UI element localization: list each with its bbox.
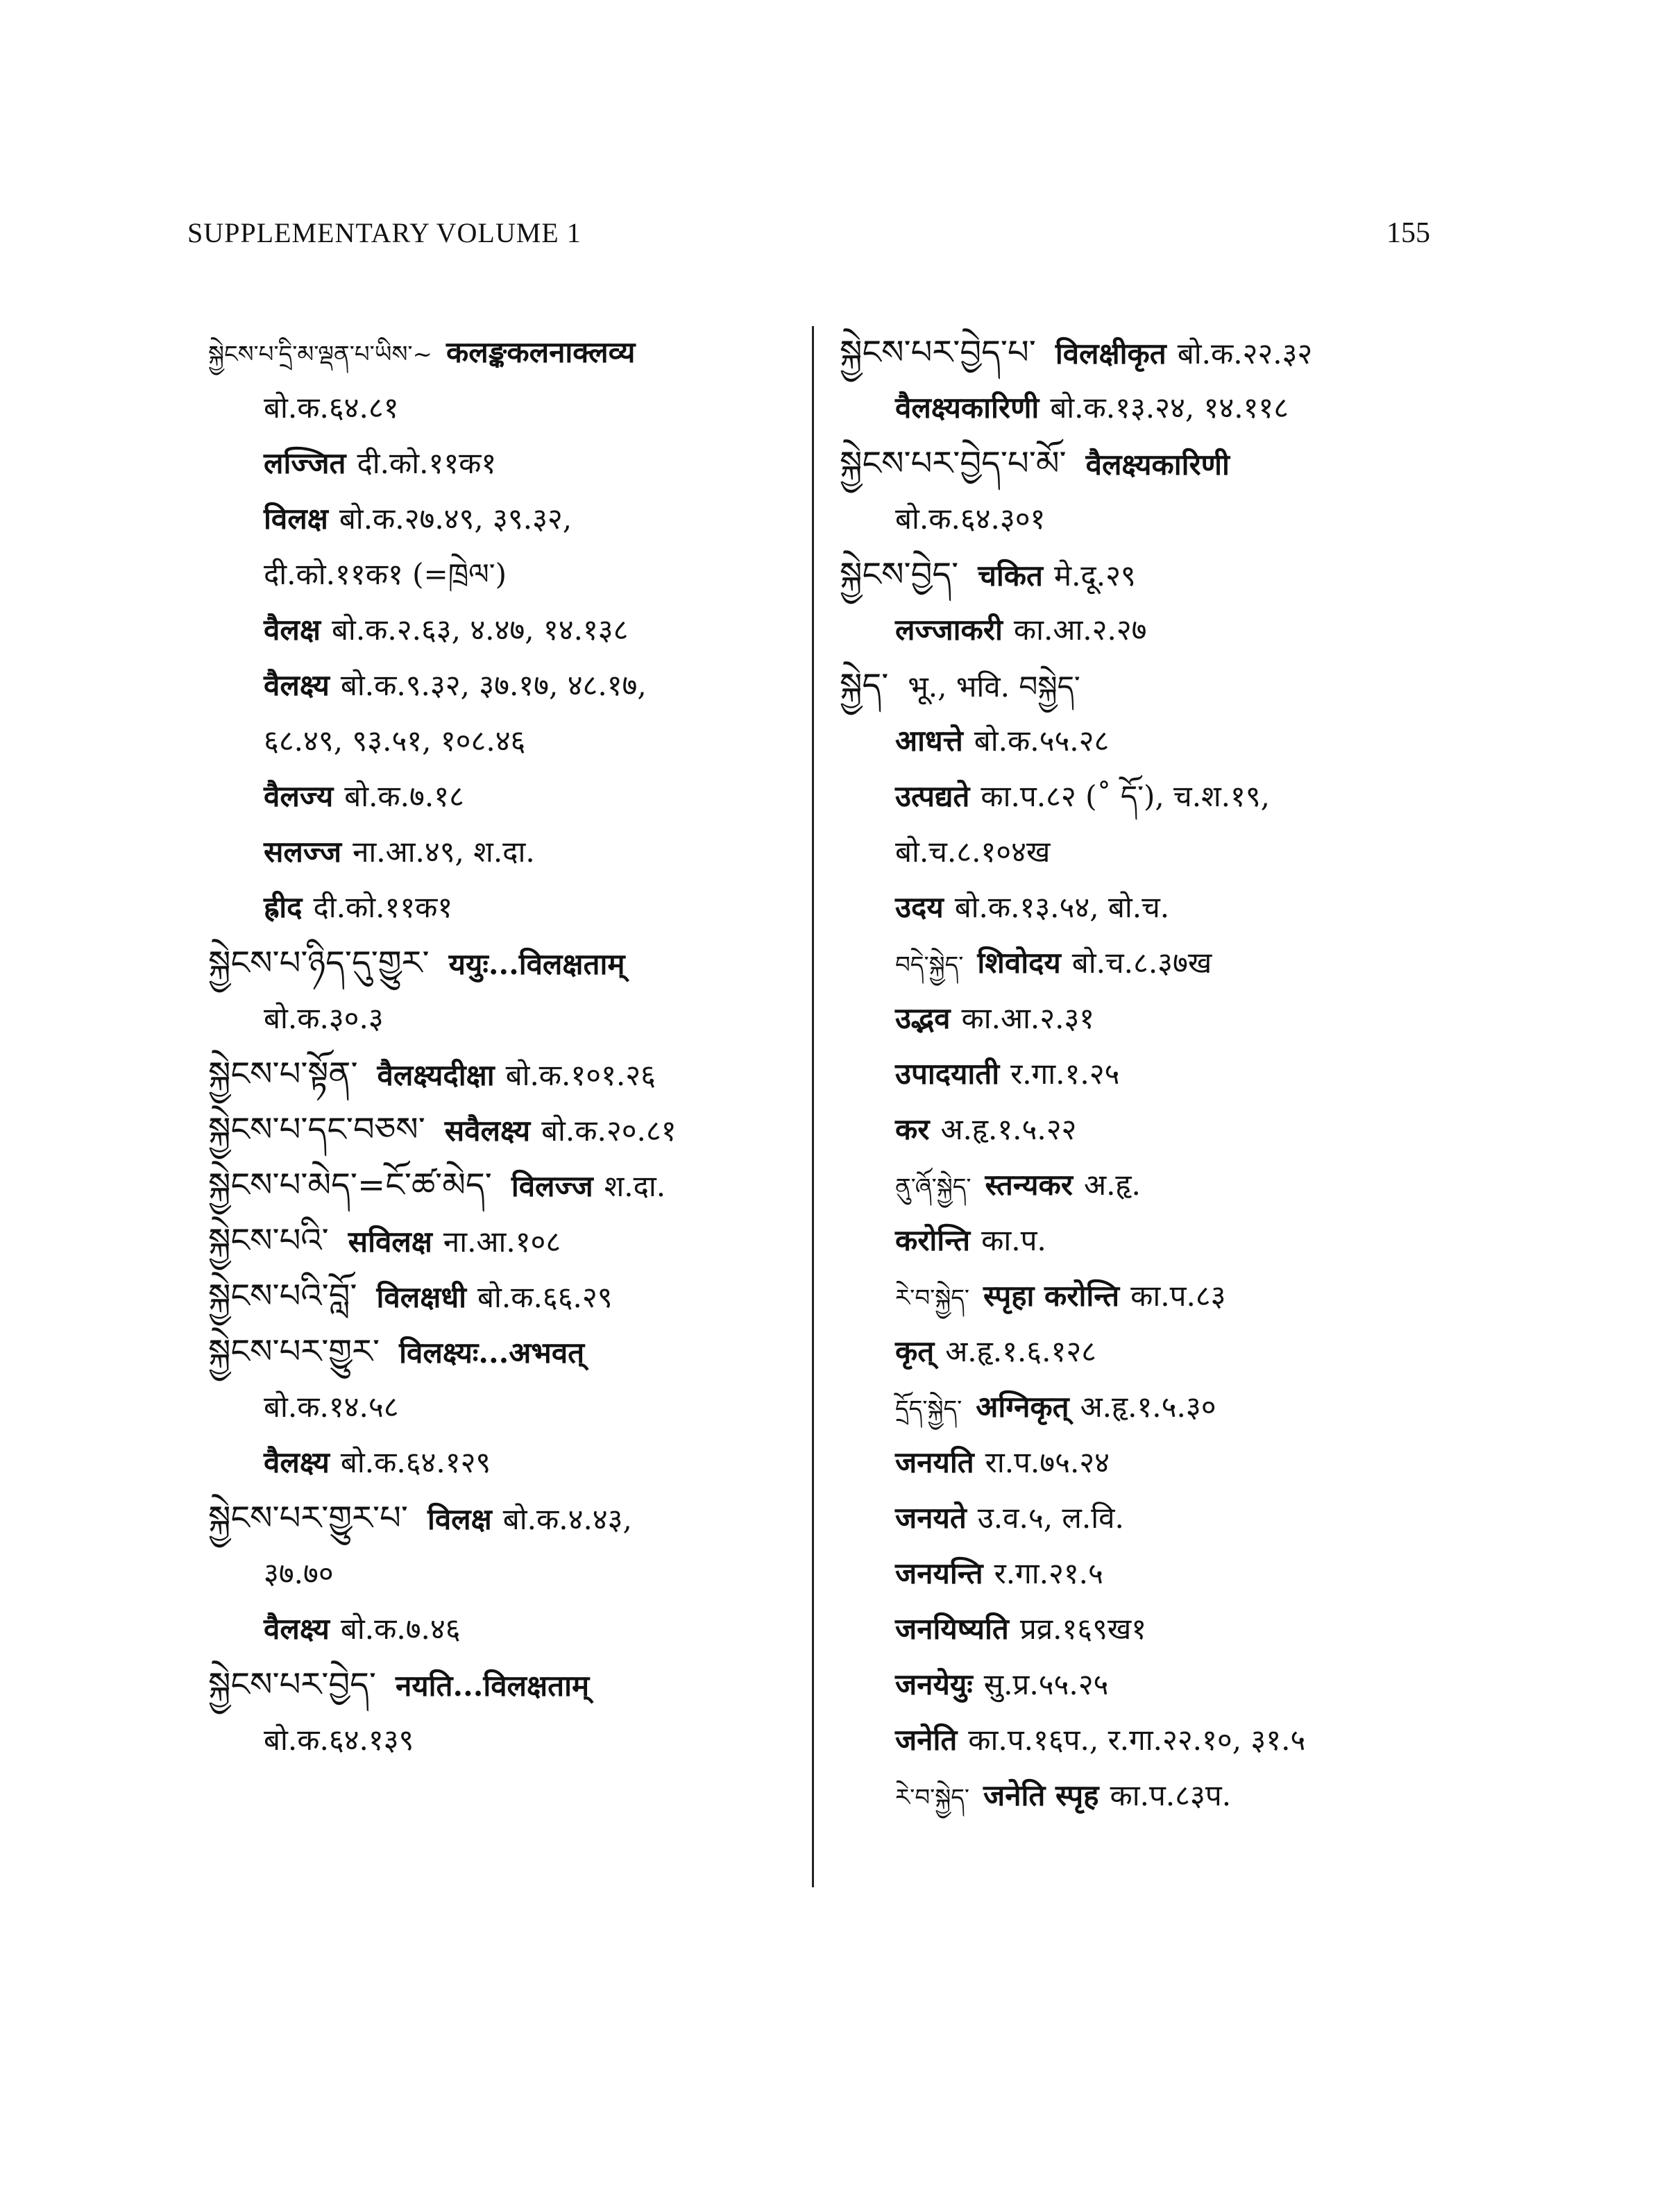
tibetan-headword: སྐྱེངས་བྱེད་: [840, 555, 959, 594]
source-reference: का.आ.२.२७: [1013, 613, 1147, 647]
dictionary-line: [208, 769, 805, 824]
dictionary-line: [840, 769, 1450, 824]
source-reference: रा.प.७५.२४: [985, 1445, 1110, 1479]
source-reference: सु.प्र.५५.२५: [983, 1667, 1109, 1701]
sanskrit-equivalent: ह्रीद: [264, 890, 303, 924]
dictionary-line: [208, 1213, 805, 1268]
sanskrit-equivalent: सविलक्ष: [348, 1225, 432, 1259]
sanskrit-equivalent: विलक्षधी: [376, 1280, 467, 1314]
sanskrit-equivalent: जनेति स्पृह: [983, 1778, 1099, 1812]
dictionary-line: [208, 824, 805, 880]
dictionary-line: [208, 991, 805, 1046]
dictionary-line: [840, 325, 1450, 380]
source-reference: बो.क.१३.२४, १४.११८: [1050, 391, 1289, 425]
source-reference: बो.क.६४.३०१: [895, 502, 1046, 536]
source-reference: बो.क.३०.३: [264, 1001, 384, 1035]
source-reference: बो.क.७.४६: [340, 1612, 461, 1646]
sanskrit-equivalent: जनयते: [895, 1501, 967, 1535]
tibetan-headword: སྐྱེད་: [840, 666, 889, 705]
right-column: [840, 325, 1450, 1823]
source-reference: दी.को.११क१ (=ཁྲེལ་): [264, 557, 507, 591]
left-column: [208, 325, 805, 1768]
dictionary-line: [840, 935, 1450, 991]
dictionary-line: [208, 935, 805, 991]
source-reference: प्रव्र.१६९ख१: [1019, 1612, 1147, 1646]
sanskrit-equivalent: उदय: [895, 890, 944, 924]
source-reference: ३७.७०: [264, 1556, 334, 1590]
dictionary-line: [840, 491, 1450, 547]
sanskrit-equivalent: ययुः...विलक्षताम्: [448, 947, 625, 981]
dictionary-line: [840, 1546, 1450, 1601]
tibetan-compound: རེ་བ་སྐྱེད་: [895, 1284, 970, 1312]
dictionary-line: [840, 658, 1450, 713]
sanskrit-equivalent: विलक्ष: [264, 502, 328, 536]
sanskrit-equivalent: जनयति: [895, 1445, 974, 1479]
sanskrit-equivalent: चकित: [978, 559, 1043, 593]
sanskrit-equivalent: सलज्ज: [264, 835, 342, 869]
dictionary-line: [840, 1490, 1450, 1546]
dictionary-line: [840, 991, 1450, 1046]
source-reference: बो.क.२२.३२: [1177, 337, 1313, 371]
sanskrit-equivalent: उपादयाती: [895, 1057, 1000, 1091]
dictionary-line: [208, 1324, 805, 1379]
sanskrit-equivalent: लज्जित: [264, 446, 346, 480]
dictionary-line: [208, 436, 805, 491]
source-reference: का.प.८३: [1130, 1279, 1226, 1313]
sanskrit-equivalent: अग्निकृत्: [976, 1390, 1069, 1424]
dictionary-line: [840, 1102, 1450, 1157]
sanskrit-equivalent: जनेति: [895, 1723, 958, 1757]
sanskrit-equivalent: जनयन्ति: [895, 1556, 983, 1590]
sanskrit-equivalent: विलक्षीकृत: [1055, 337, 1166, 371]
source-reference: भू., भवि. བསྐྱེད་: [908, 670, 1080, 704]
source-reference: बो.क.६४.१३९: [264, 1723, 414, 1757]
sanskrit-equivalent: जनयेयुः: [895, 1667, 973, 1701]
tibetan-compound: ནུ་ཞོ་སྐྱེད་: [895, 1173, 971, 1201]
dictionary-line: [208, 1601, 805, 1657]
sanskrit-equivalent: विलक्ष्यः...अभवत्: [399, 1336, 585, 1370]
source-reference: अ.हृ.१.५.३०: [1080, 1390, 1216, 1424]
source-reference: बो.क.१४.५८: [264, 1390, 399, 1424]
sanskrit-equivalent: वैलक्ष्य: [264, 668, 330, 702]
sanskrit-equivalent: स्तन्यकर: [985, 1168, 1073, 1202]
dictionary-line: [208, 1157, 805, 1213]
source-reference: बो.क.२७.४९, ३९.३२,: [339, 502, 572, 536]
dictionary-line: [840, 1157, 1450, 1213]
dictionary-line: [208, 1435, 805, 1490]
source-reference: का.प.८३प.: [1110, 1778, 1232, 1812]
dictionary-line: [208, 1102, 805, 1157]
source-reference: बो.क.६४.८१: [264, 391, 399, 425]
dictionary-line: [840, 1046, 1450, 1102]
dictionary-line: [208, 1657, 805, 1712]
tibetan-headword: སྐྱེངས་པར་བྱེད་པ་མོ་: [840, 444, 1067, 483]
source-reference: बो.क.४.४३,: [502, 1502, 632, 1536]
dictionary-line: [840, 547, 1450, 602]
sanskrit-equivalent: कलङ्ककलनाक्लव्य: [446, 335, 636, 369]
tibetan-headword: སྐྱེངས་པ་མེད་=ངོ་ཚ་མེད་: [208, 1166, 492, 1205]
source-reference: बो.क.५५.२८: [974, 724, 1110, 758]
dictionary-line: [208, 602, 805, 658]
sanskrit-equivalent: कर: [895, 1112, 930, 1146]
source-reference: ६८.४९, ९३.५१, १०८.४६: [264, 724, 526, 758]
source-reference: बो.क.२.६३, ४.४७, १४.१३८: [331, 613, 629, 647]
dictionary-line: [208, 547, 805, 602]
dictionary-line: [208, 1712, 805, 1768]
dictionary-line: [840, 880, 1450, 935]
tibetan-headword: སྐྱེངས་པར་བྱེད་: [208, 1665, 376, 1704]
dictionary-line: [840, 1601, 1450, 1657]
source-reference: बो.क.१३.५४, बो.च.: [954, 890, 1170, 924]
dictionary-line: [208, 380, 805, 436]
source-reference: मे.दू.२९: [1053, 559, 1136, 593]
dictionary-line: [840, 602, 1450, 658]
source-reference: श.दा.: [604, 1169, 666, 1203]
source-reference: बो.क.९.३२, ३७.१७, ४८.१७,: [340, 668, 647, 702]
source-reference: ना.आ.१०८: [443, 1225, 561, 1259]
dictionary-line: [208, 1046, 805, 1102]
sanskrit-equivalent: सवैलक्ष्य: [444, 1114, 531, 1148]
source-reference: दी.को.११क१: [357, 446, 497, 480]
tibetan-compound: དྲོད་སྐྱེད་: [895, 1395, 962, 1423]
sanskrit-equivalent: उद्भव: [895, 1001, 951, 1035]
sanskrit-equivalent: स्पृहा करोन्ति: [983, 1279, 1120, 1313]
running-title: SUPPLEMENTARY VOLUME 1: [187, 217, 582, 248]
sanskrit-equivalent: वैलक्ष्य: [264, 1612, 330, 1646]
dictionary-line: [208, 1490, 805, 1546]
sanskrit-equivalent: वैलज्य: [264, 779, 334, 813]
source-reference: र.गा.२१.५: [994, 1556, 1103, 1590]
sanskrit-equivalent: आधत्ते: [895, 724, 963, 758]
source-reference: ना.आ.४९, श.दा.: [353, 835, 535, 869]
dictionary-line: [840, 1324, 1450, 1379]
sanskrit-equivalent: वैलक्ष: [264, 613, 321, 647]
source-reference: बो.क.६४.१२९: [340, 1445, 491, 1479]
tibetan-headword: སྐྱེངས་པ་དང་བཅས་: [208, 1110, 425, 1149]
sanskrit-equivalent: वैलक्ष्यकारिणी: [1085, 448, 1230, 482]
source-reference: का.प.८२ (˚ དོ་), च.श.१९,: [981, 779, 1271, 813]
dictionary-line: [840, 1712, 1450, 1768]
dictionary-line: [840, 1379, 1450, 1435]
sanskrit-equivalent: शिवोदय: [977, 946, 1061, 980]
tibetan-compound: བདེ་སྐྱེད་: [895, 951, 964, 979]
source-reference: बो.क.७.१८: [344, 779, 464, 813]
tibetan-compound: སྐྱེངས་པ་དྲི་མ་ལྡན་པ་ཡིས་~: [208, 341, 433, 368]
sanskrit-equivalent: कृत्: [895, 1334, 935, 1368]
column-divider: [812, 326, 814, 1887]
tibetan-headword: སྐྱེངས་པར་གྱུར་པ་: [208, 1499, 408, 1538]
dictionary-line: [840, 713, 1450, 769]
tibetan-headword: སྐྱེངས་པ་སྟོན་: [208, 1055, 358, 1094]
page-number: 155: [1386, 217, 1430, 249]
dictionary-line: [208, 1379, 805, 1435]
sanskrit-equivalent: वैलक्ष्यदीक्षा: [377, 1058, 495, 1092]
tibetan-headword: སྐྱེངས་པའི་བློ་: [208, 1277, 357, 1316]
tibetan-compound: རེ་བ་སྐྱེད་: [895, 1784, 970, 1812]
dictionary-line: [208, 880, 805, 935]
source-reference: अ.हृ.१.५.२२: [940, 1112, 1077, 1146]
sanskrit-equivalent: वैलक्ष्य: [264, 1445, 330, 1479]
sanskrit-equivalent: लज्जाकरी: [895, 613, 1003, 647]
tibetan-headword: སྐྱེངས་པར་བྱེད་པ་: [840, 333, 1036, 372]
dictionary-line: [840, 1213, 1450, 1268]
source-reference: बो.क.६६.२९: [477, 1280, 613, 1314]
dictionary-line: [840, 1657, 1450, 1712]
source-reference: का.प.: [981, 1223, 1046, 1257]
dictionary-line: [840, 824, 1450, 880]
tibetan-headword: སྐྱེངས་པར་གྱུར་: [208, 1332, 380, 1371]
sanskrit-equivalent: नयति...विलक्षताम्: [395, 1669, 590, 1703]
source-reference: का.प.१६प., र.गा.२२.१०, ३१.५: [968, 1723, 1306, 1757]
dictionary-line: [208, 713, 805, 769]
source-reference: अ.हृ.: [1083, 1168, 1141, 1202]
dictionary-line: [840, 436, 1450, 491]
dictionary-line: [208, 1268, 805, 1324]
dictionary-line: [208, 1546, 805, 1601]
source-reference: र.गा.१.२५: [1010, 1057, 1120, 1091]
dictionary-line: [208, 658, 805, 713]
sanskrit-equivalent: उत्पद्यते: [895, 779, 970, 813]
dictionary-line: [208, 491, 805, 547]
source-reference: दी.को.११क१: [313, 890, 453, 924]
source-reference: बो.क.२०.८१: [541, 1114, 677, 1148]
sanskrit-equivalent: जनयिष्यति: [895, 1612, 1009, 1646]
sanskrit-equivalent: वैलक्ष्यकारिणी: [895, 391, 1040, 425]
tibetan-headword: སྐྱེངས་པ་ཉིད་དུ་གྱུར་: [208, 944, 430, 982]
dictionary-line: [840, 1268, 1450, 1324]
dictionary-line: [840, 1768, 1450, 1823]
source-reference: बो.क.१०१.२६: [505, 1058, 656, 1092]
sanskrit-equivalent: विलज्ज: [511, 1169, 593, 1203]
source-reference: बो.च.८.१०४ख: [895, 835, 1051, 869]
tibetan-headword: སྐྱེངས་པའི་: [208, 1221, 329, 1260]
sanskrit-equivalent: करोन्ति: [895, 1223, 971, 1257]
source-reference: बो.च.८.३७ख: [1071, 946, 1212, 980]
source-reference: अ.हृ.१.६.१२८: [945, 1334, 1096, 1368]
dictionary-line: [208, 325, 805, 380]
source-reference: का.आ.२.३१: [961, 1001, 1095, 1035]
sanskrit-equivalent: विलक्ष: [427, 1502, 492, 1536]
dictionary-line: [840, 1435, 1450, 1490]
dictionary-line: [840, 380, 1450, 436]
source-reference: उ.व.५, ल.वि.: [977, 1501, 1124, 1535]
